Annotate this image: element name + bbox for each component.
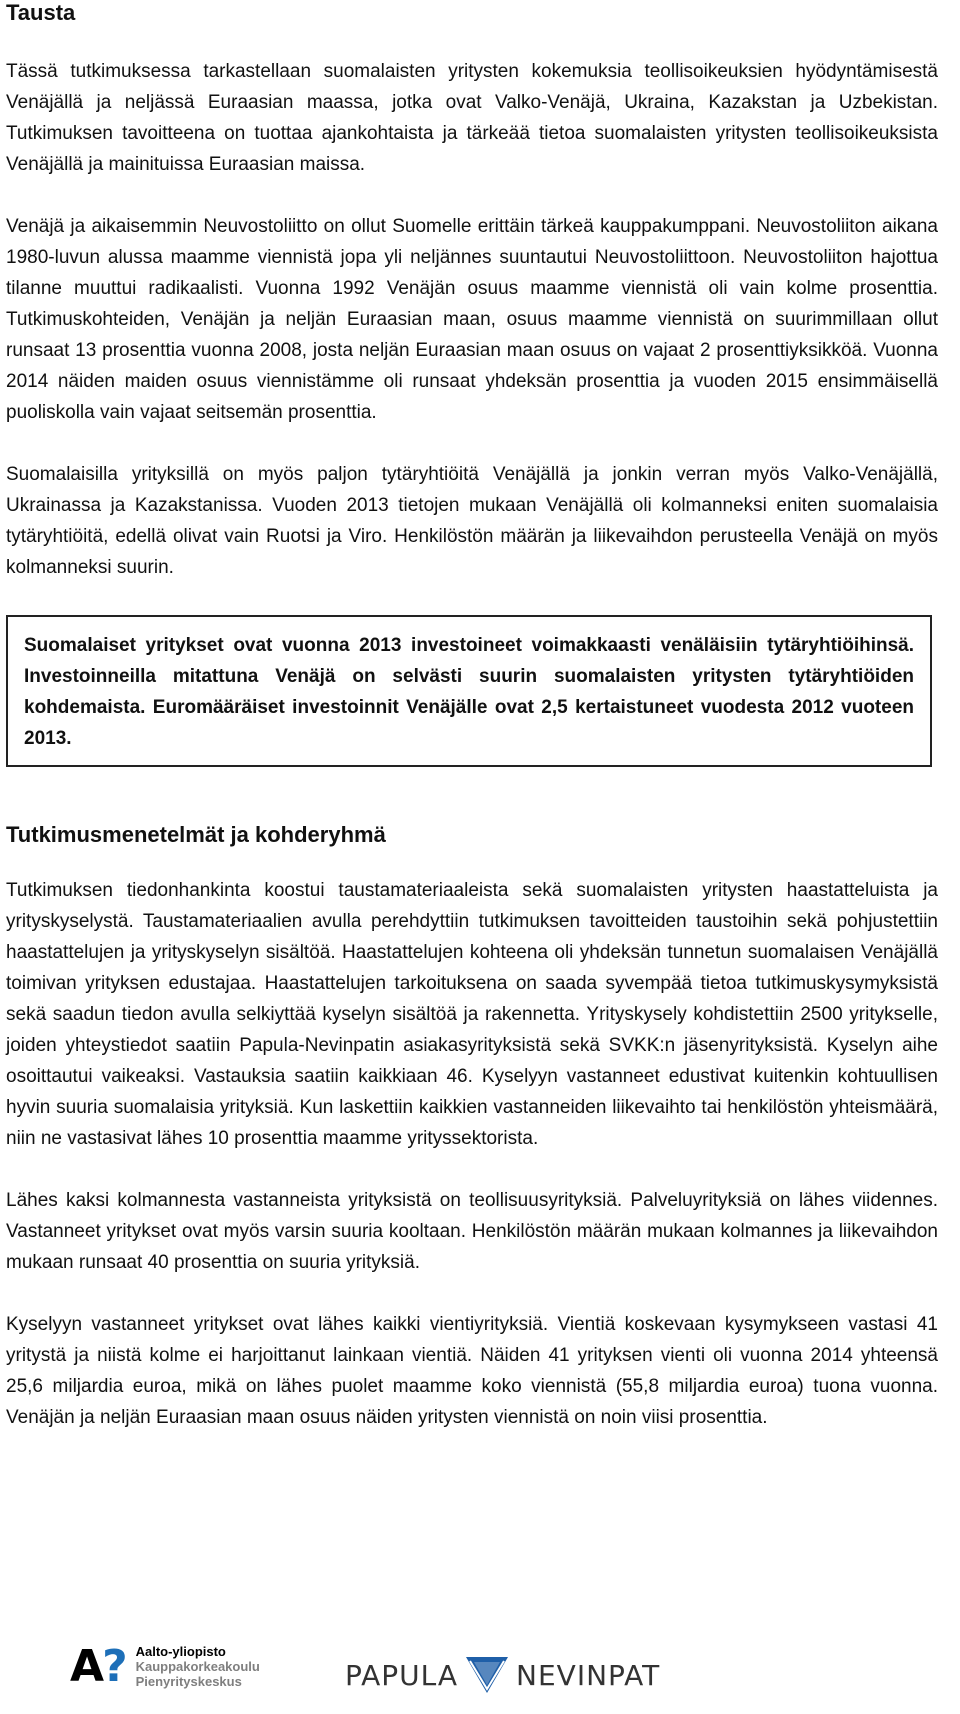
paragraph: Tutkimuksen tiedonhankinta koostui taustamateriaaleista sekä suomalaisten yritysten haastatteluista ja yrityskyselystä. Taustamateriaalien avulla perehdyttiin tutkimuksen tavoitteiden taustoihin sekä pohjustettiin haastattelujen ja yrityskyselyn sisältöä. Haastattelujen kohteena oli yhdeksän tunnetun suomalaisen Venäjällä toimivan yrityksen edustajaa. Haastattelujen tarkoituksena on saada syvempää tietoa tutkimuskysymyksistä sekä saadun tiedon avulla selkiyttää kyselyn sisältöä ja rakennetta. Yrityskysely kohdistettiin 2500 yritykselle, joiden yhteystiedot saatiin Papula-Nevinpatin asiakasyrityksistä sekä SVKK:n jäsenyrityksistä. Kyselyn aihe osoittautui vaikeaksi. Vastauksia saatiin kaikkiaan 46. Kyselyyn vastanneet edustivat kuitenkin kohtuullisen hyvin suuria suomalaisia yrityksiä. Kun laskettiin kaikkien vastanneiden liikevaihto tai henkilöstön yhteismäärä, niin ne vastasivat lähes 10 prosenttia maamme yrityssektorista. <box>6 880 938 1149</box>
paragraph: Venäjä ja aikaisemmin Neuvostoliitto on ollut Suomelle erittäin tärkeä kauppakumppani. Neuvostoliiton aikana 1980-luvun alussa maamme viennistä jopa yli neljännes suuntautui Neuvostoliittoon. Neuvostoliiton hajottua tilanne muuttui radikaalisti. Vuonna 1992 Venäjän osuus maamme viennistä oli vain kolme prosenttia. Tutkimuskohteiden, Venäjän ja neljän Euraasian maan, osuus maamme viennistä on suurimmillaan ollut runsaat 13 prosenttia vuonna 2008, josta neljän Euraasian maan osuus on vajaat 2 prosenttiyksikköä. Vuonna 2014 näiden maiden osuus viennistämme oli runsaat yhdeksän prosenttia ja vuoden 2015 ensimmäisellä puoliskolla vain vajaat seitsemän prosenttia. <box>6 216 938 423</box>
highlight-text: Suomalaiset yritykset ovat vuonna 2013 investoineet voimakkaasti venäläisiin tytäryhtiöihinsä. Investoinneilla mitattuna Venäjä on selvästi suurin suomalaisten yritysten tytäryhtiöiden kohdemaista. Euromääräiset investoinnit Venäjälle ovat 2,5 kertaistuneet vuodesta 2012 vuoteen 2013. <box>24 635 914 749</box>
aalto-mark-icon: A? <box>70 1640 126 1692</box>
aalto-logo-text <box>136 1644 260 1689</box>
paragraph: Lähes kaksi kolmannesta vastanneista yrityksistä on teollisuusyrityksiä. Palveluyrityksiä on lähes viidennes. Vastanneet yritykset ovat myös varsin suuria kooltaan. Henkilöstön määrän mukaan kolmannes ja liikevaihdon mukaan runsaat 40 prosenttia on suuria yrityksiä. <box>6 1190 938 1273</box>
papula-text: PAPULA <box>345 1658 459 1692</box>
nevinpat-text: NEVINPAT <box>516 1658 661 1692</box>
paragraph: Tässä tutkimuksessa tarkastellaan suomalaisten yritysten kokemuksia teollisoikeuksien hyödyntämisestä Venäjällä ja neljässä Euraasian maassa, jotka ovat Valko-Venäjä, Ukraina, Kazakstan ja Uzbekistan. Tutkimuksen tavoitteena on tuottaa ajankohtaista ja tärkeää tietoa suomalaisten yritysten teollisoikeuksista Venäjällä ja mainituissa Euraasian maissa. <box>6 61 938 175</box>
paragraph: Suomalaisilla yrityksillä on myös paljon tytäryhtiöitä Venäjällä ja jonkin verran myös Valko-Venäjällä, Ukrainassa ja Kazakstanissa. Vuoden 2013 tietojen mukaan Venäjällä oli kolmanneksi eniten suomalaisia tytäryhtiöitä, edellä olivat vain Ruotsi ja Viro. Henkilöstön määrän ja liikevaihdon perusteella Venäjä on myös kolmanneksi suurin. <box>6 464 938 578</box>
aalto-logo <box>70 1640 260 1692</box>
highlight-box <box>6 615 932 767</box>
paragraph: Kyselyyn vastanneet yritykset ovat lähes kaikki vientiyrityksiä. Vientiä koskevaan kysymykseen vastasi 41 yritystä ja niistä kolme ei harjoittanut lainkaan vientiä. Näiden 41 yrityksen vienti oli vuonna 2014 yhteensä 25,6 miljardia euroa, mikä on lähes puolet maamme koko viennistä (55,8 miljardia euroa) tuona vuonna. Venäjän ja neljän Euraasian maan osuus näiden yritysten viennistä on noin viisi prosenttia. <box>6 1314 938 1428</box>
triangle-icon <box>464 1655 510 1695</box>
section-heading-methods: Tutkimusmenetelmät ja kohderyhmä <box>6 822 386 847</box>
document-page <box>6 0 938 1433</box>
aalto-line-3: Pienyrityskeskus <box>135 1674 242 1689</box>
aalto-line-2: Kauppakorkeakoulu <box>135 1659 260 1674</box>
section-heading-tausta: Tausta <box>6 0 76 25</box>
aalto-line-1: Aalto-yliopisto <box>135 1644 226 1659</box>
papula-nevinpat-logo <box>345 1655 660 1695</box>
